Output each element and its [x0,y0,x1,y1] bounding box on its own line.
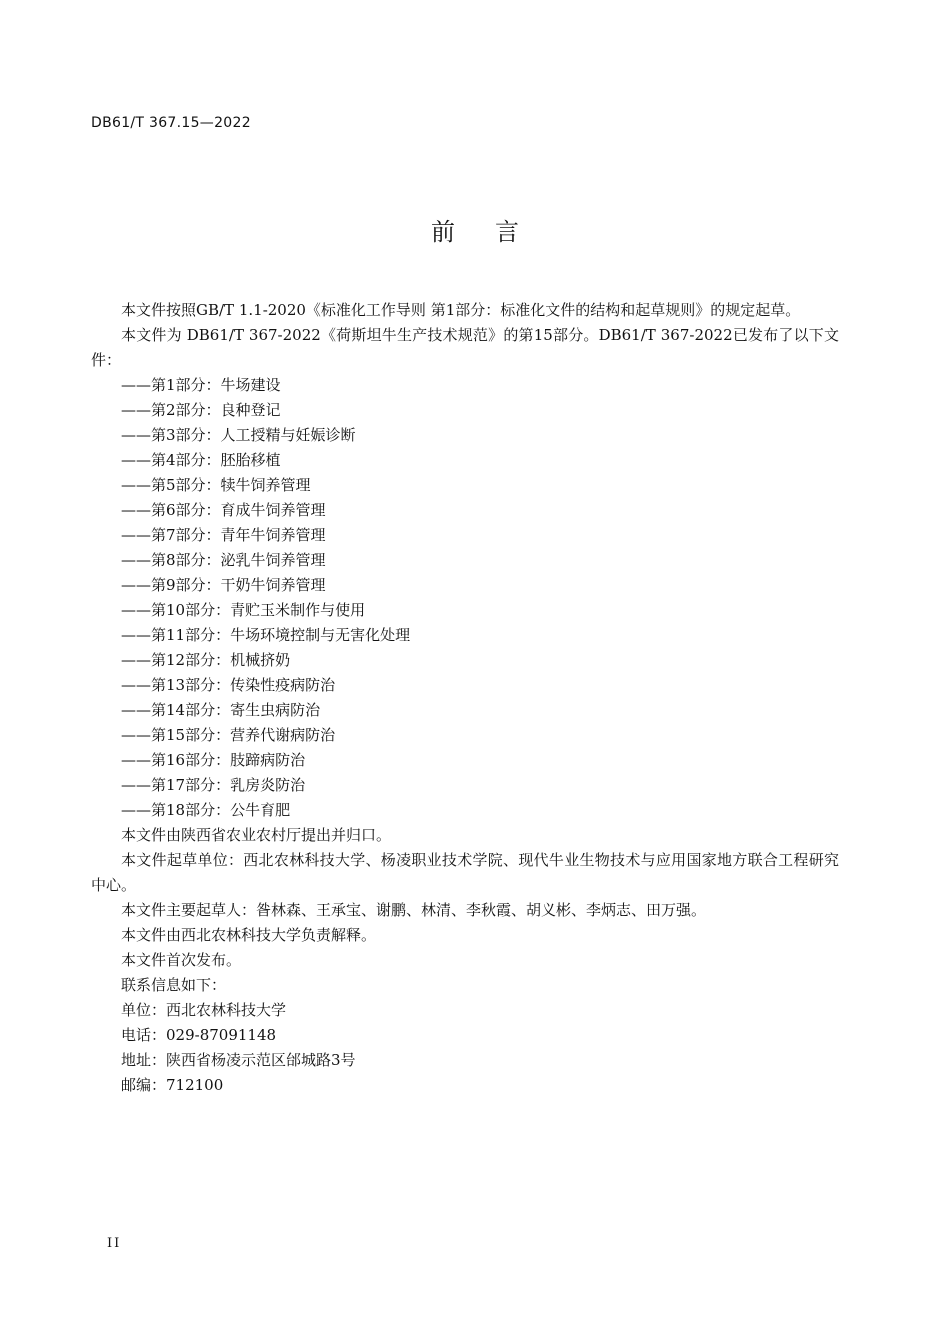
list-item: ——第3部分：人工授精与妊娠诊断 [121,426,356,444]
foreword-body [91,298,839,1098]
list-item: ——第13部分：传染性疫病防治 [121,676,336,694]
paragraph-first-release: 本文件首次发布。 [121,951,242,969]
list-item: ——第4部分：胚胎移植 [121,451,281,469]
list-item: ——第18部分：公牛育肥 [121,801,291,819]
list-item: ——第11部分：牛场环境控制与无害化处理 [121,626,411,644]
paragraph-proposer: 本文件由陕西省农业农村厅提出并归口。 [121,826,392,844]
list-item: ——第17部分：乳房炎防治 [121,776,306,794]
list-item: ——第10部分：青贮玉米制作与使用 [121,601,366,619]
list-item: ——第2部分：良种登记 [121,401,281,419]
list-item: ——第5部分：犊牛饲养管理 [121,476,311,494]
page-number: II [107,1236,122,1251]
document-code: DB61/T 367.15—2022 [91,115,251,131]
contact-address: 地址：陕西省杨凌示范区邰城路3号 [121,1051,356,1069]
paragraph-interpretation: 本文件由西北农林科技大学负责解释。 [121,926,377,944]
list-item: ——第1部分：牛场建设 [121,376,281,394]
list-item: ——第9部分：干奶牛饲养管理 [121,576,326,594]
list-item: ——第12部分：机械挤奶 [121,651,291,669]
list-item: ——第16部分：肢蹄病防治 [121,751,306,769]
contact-unit: 单位：西北农林科技大学 [121,1001,287,1019]
paragraph-standard-basis: 本文件按照GB/T 1.1-2020《标准化工作导则 第1部分：标准化文件的结构和起草规则》的规定起草。 [121,301,801,319]
paragraph-drafters: 本文件主要起草人：昝林森、王承宝、谢鹏、林清、李秋霞、胡义彬、李炳志、田万强。 [121,901,707,919]
list-item: ——第14部分：寄生虫病防治 [121,701,321,719]
parts-list [91,373,839,823]
contact-postcode: 邮编：712100 [121,1076,224,1094]
contact-phone: 电话：029-87091148 [121,1026,277,1044]
paragraph-series-info: 本文件为 DB61/T 367-2022《荷斯坦牛生产技术规范》的第15部分。DB61/T 367-2022已发布了以下文件： [91,326,839,369]
paragraph-contact-intro: 联系信息如下： [121,976,227,994]
list-item: ——第7部分：青年牛饲养管理 [121,526,326,544]
list-item: ——第6部分：育成牛饲养管理 [121,501,326,519]
paragraph-drafting-units: 本文件起草单位：西北农林科技大学、杨凌职业技术学院、现代牛业生物技术与应用国家地方联合工程研究中心。 [91,851,839,894]
list-item: ——第8部分：泌乳牛饲养管理 [121,551,326,569]
page-title: 前言 [431,218,559,246]
list-item: ——第15部分：营养代谢病防治 [121,726,336,744]
